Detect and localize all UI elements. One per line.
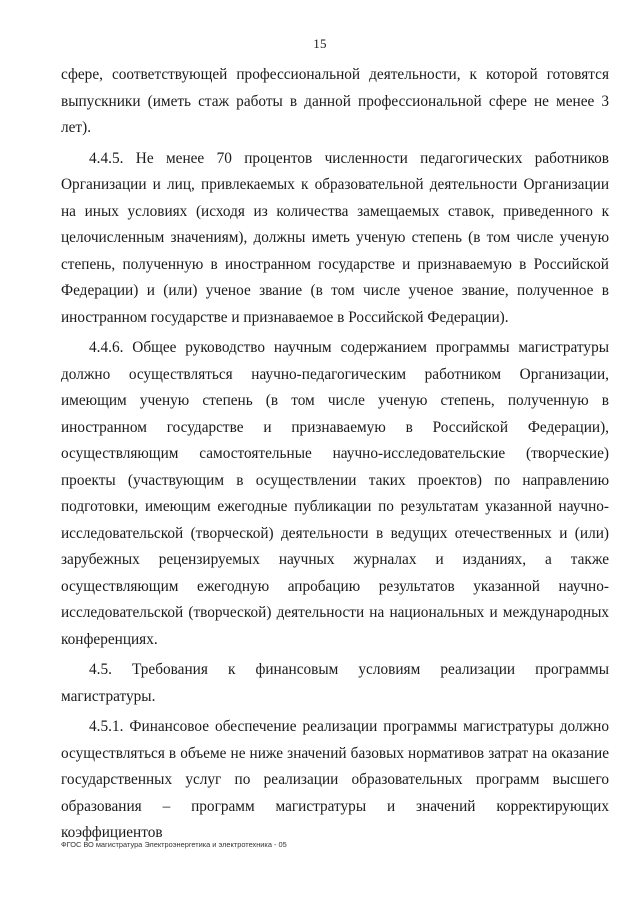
page-footer: ФГОС ВО магистратура Электроэнергетика и электротехника - 05 xyxy=(61,840,287,849)
paragraph-4-4-5: 4.4.5. Не менее 70 процентов численности педагогических работников Организации и лиц, привлекаемых к образовательной деятельности Организации на иных условиях (исходя из количества замещаемых ставок, приведенного к целочисленным значениям), должны иметь ученую степень (в том числе ученую степень, полученную в иностранном государстве и признаваемую в Российской Федерации) и (или) ученое звание (в том числе ученое звание, полученное в иностранном государстве и признаваемое в Российской Федерации). xyxy=(61,149,609,326)
page-number: 15 xyxy=(313,36,327,51)
paragraph-4-5: 4.5. Требования к финансовым условиям реализации программы магистратуры. xyxy=(61,661,609,705)
document-body xyxy=(61,62,609,847)
paragraph-continued: сфере, соответствующей профессиональной деятельности, к которой готовятся выпускники (иметь стаж работы в данной профессиональной сфере не менее 3 лет). xyxy=(61,66,609,136)
paragraph-4-4-6: 4.4.6. Общее руководство научным содержанием программы магистратуры должно осуществляться научно-педагогическим работником Организации, имеющим ученую степень (в том числе ученую степень, полученную в иностранном государстве и признаваемую в Российской Федерации), осуществляющим самостоятельные научно-исследовательские (творческие) проекты (участвующим в осуществлении таких проектов) по направлению подготовки, имеющим ежегодные публикации по результатам указанной научно-исследовательской (творческой) деятельности в ведущих отечественных и (или) зарубежных рецензируемых научных журналах и изданиях, а также осуществляющим ежегодную апробацию результатов указанной научно-исследовательской (творческой) деятельности на национальных и международных конференциях. xyxy=(61,339,609,648)
paragraph-4-5-1: 4.5.1. Финансовое обеспечение реализации программы магистратуры должно осуществляться в объеме не ниже значений базовых нормативов затрат на оказание государственных услуг по реализации образовательных программ высшего образования – программ магистратуры и значений корректирующих коэффициентов xyxy=(61,718,609,841)
